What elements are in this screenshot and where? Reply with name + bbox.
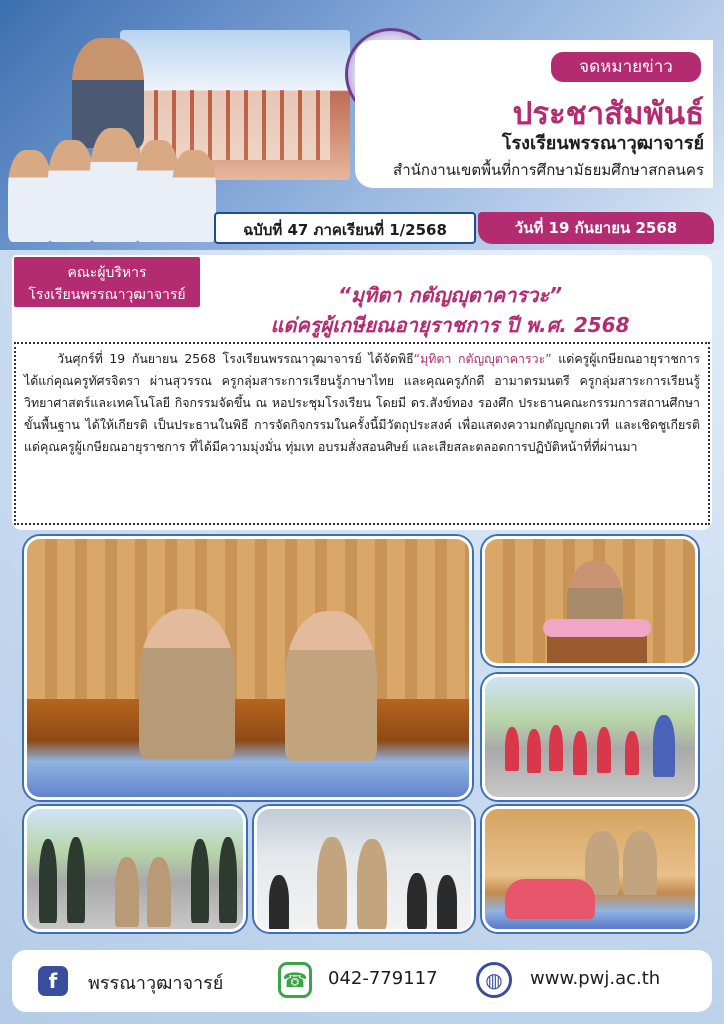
photo-tribute-offering xyxy=(482,806,698,932)
school-name: โรงเรียนพรรณาวุฒาจารย์ xyxy=(501,133,704,154)
office-name: สำนักงานเขตพื้นที่การศึกษามัธยมศึกษาสกลนคร xyxy=(393,161,704,179)
photo-dance-performance xyxy=(482,674,698,800)
headline-line1: “มุทิตา กตัญญุตาคารวะ” xyxy=(337,283,563,307)
issue-date: วันที่ 19 กันยายน 2568 xyxy=(478,212,714,244)
article-body xyxy=(14,342,710,525)
photo-ceremony-main xyxy=(24,536,472,800)
photo-students-walk xyxy=(254,806,474,932)
executives-tag-line2: โรงเรียนพรรณาวุฒาจารย์ xyxy=(28,287,186,303)
globe-icon: ◍ xyxy=(476,962,512,998)
facebook-icon[interactable]: f xyxy=(38,966,68,996)
executives-tag xyxy=(12,255,202,309)
headline-line2: แด่ครูผู้เกษียณอายุราชการ ปี พ.ศ. 2568 xyxy=(270,313,630,337)
phone-number: 042-779117 xyxy=(328,968,438,989)
body-highlight: “มุทิตา กตัญญุตาคารวะ” xyxy=(413,351,552,366)
newsletter-tag: จดหมายข่าว xyxy=(551,52,701,82)
facebook-page-name[interactable]: พรรณาวุฒาจารย์ xyxy=(88,973,224,994)
photo-speaker xyxy=(482,536,698,666)
phone-icon: ☎ xyxy=(278,962,312,998)
photo-honor-guard xyxy=(24,806,246,932)
issue-number: ฉบับที่ 47 ภาคเรียนที่ 1/2568 xyxy=(214,212,476,244)
article-headline xyxy=(200,280,700,340)
website-link[interactable]: www.pwj.ac.th xyxy=(530,968,661,989)
page-title: ประชาสัมพันธ์ xyxy=(512,96,704,132)
body-text-part2: แด่ครูผู้เกษียณอายุราชการ ได้แก่คุณครูทัศรจิตรา ผ่านสุวรรณ ครูกลุ่มสาระการเรียนรู้ภาษาไทย และคุณครูภักดี อามาตรมนตรี ครูกลุ่มสาระการเรียนรู้วิทยาศาสตร์และเทคโนโลยี กิจกรรมจัดขึ้น ณ หอประชุมโรงเรียน โดยมี ดร.สังข์ทอง รองศึก ประธานคณะกรรมการสถานศึกษาขั้นพื้นฐาน ได้ให้เกียรติ เป็นประธานในพิธี การจัดกิจกรรมในครั้งนี้มีวัตถุประสงค์ เพื่อแสดงความกตัญญูกตเวที และเชิดชูเกียรติแด่คุณครูผู้เกษียณอายุราชการ ที่ได้มีความมุ่งมั่น ทุ่มเท อบรมสั่งสอนศิษย์ และเสียสละตลอดการปฏิบัติหน้าที่ที่ผ่านมา xyxy=(24,351,700,454)
body-text-part1: วันศุกร์ที่ 19 กันยายน 2568 โรงเรียนพรรณาวุฒาจารย์ ได้จัดพิธี xyxy=(57,351,414,366)
executives-tag-line1: คณะผู้บริหาร xyxy=(67,265,147,281)
